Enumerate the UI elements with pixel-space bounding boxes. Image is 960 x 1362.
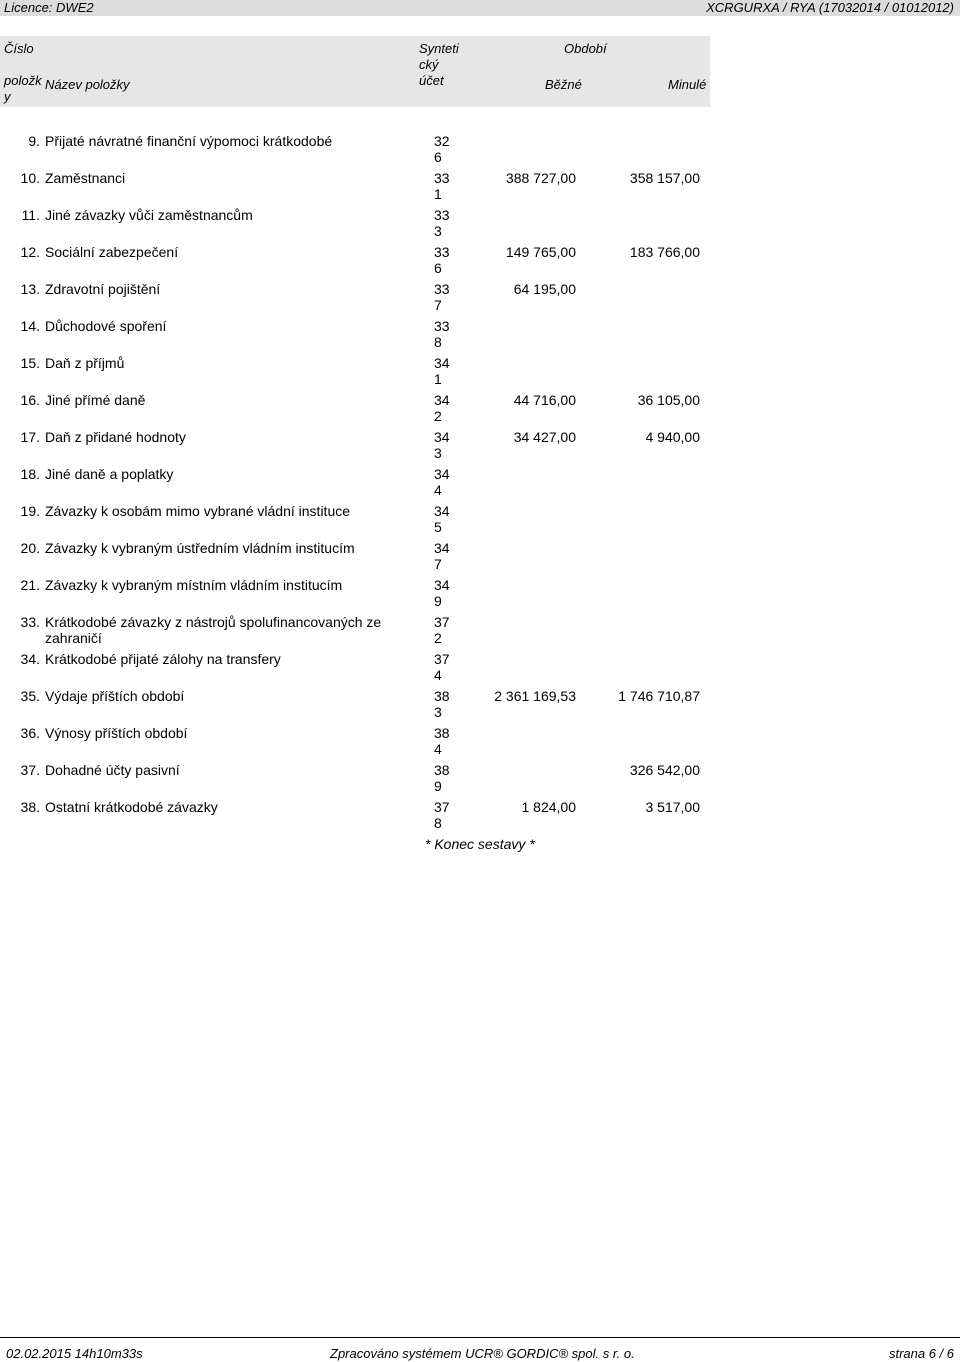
synthetic-account: 384 xyxy=(434,725,450,757)
item-number: 17. xyxy=(20,429,40,445)
item-name: Krátkodobé závazky z nástrojů spolufinancovaných ze zahraničí xyxy=(45,614,382,646)
synthetic-account: 347 xyxy=(434,540,450,572)
page-footer xyxy=(0,1337,960,1362)
item-name: Sociální zabezpečení xyxy=(45,244,179,260)
item-name: Přijaté návratné finanční výpomoci krátkodobé xyxy=(45,133,333,149)
synthetic-account: 342 xyxy=(434,392,450,424)
synthetic-account: 372 xyxy=(434,614,450,646)
item-number: 15. xyxy=(20,355,40,371)
synthetic-account: 344 xyxy=(434,466,450,498)
previous-period-value: 36 105,00 xyxy=(637,392,700,408)
current-period-value: 149 765,00 xyxy=(505,244,576,260)
synthetic-account: 331 xyxy=(434,170,450,202)
item-name: Dohadné účty pasivní xyxy=(45,762,180,778)
item-number: 16. xyxy=(20,392,40,408)
synthetic-account: 378 xyxy=(434,799,450,831)
footer-processed-by: Zpracováno systémem UCR® GORDIC® spol. s r. o. xyxy=(330,1346,635,1361)
table-row xyxy=(0,133,710,170)
item-name: Jiné daně a poplatky xyxy=(45,466,174,482)
item-name: Výnosy příštích období xyxy=(45,725,188,741)
item-name: Závazky k osobám mimo vybrané vládní instituce xyxy=(45,503,351,519)
col-header-period: Období xyxy=(564,41,607,56)
table-row xyxy=(0,281,710,318)
synthetic-account: 374 xyxy=(434,651,450,683)
item-number: 20. xyxy=(20,540,40,556)
report-top-bar xyxy=(0,0,960,16)
item-number: 9. xyxy=(28,133,40,149)
item-number: 19. xyxy=(20,503,40,519)
table-row xyxy=(0,651,710,688)
table-row xyxy=(0,577,710,614)
item-number: 11. xyxy=(21,207,40,223)
item-name: Důchodové spoření xyxy=(45,318,167,334)
table-row xyxy=(0,207,710,244)
col-header-name: Název položky xyxy=(45,77,130,92)
col-header-account: Synteti cký účet xyxy=(419,41,459,88)
synthetic-account: 337 xyxy=(434,281,450,313)
previous-period-value: 4 940,00 xyxy=(645,429,700,445)
item-number: 13. xyxy=(20,281,40,297)
item-number: 12. xyxy=(20,244,40,260)
previous-period-value: 326 542,00 xyxy=(629,762,700,778)
synthetic-account: 343 xyxy=(434,429,450,461)
item-name: Závazky k vybraným ústředním vládním institucím xyxy=(45,540,355,556)
synthetic-account: 336 xyxy=(434,244,450,276)
synthetic-account: 345 xyxy=(434,503,450,535)
table-row xyxy=(0,392,710,429)
item-number: 14. xyxy=(20,318,40,334)
previous-period-value: 183 766,00 xyxy=(629,244,700,260)
current-period-value: 34 427,00 xyxy=(513,429,576,445)
col-header-number-text: Číslo položk y xyxy=(4,41,44,103)
licence-label: Licence: DWE2 xyxy=(4,0,94,15)
item-number: 18. xyxy=(20,466,40,482)
synthetic-account: 383 xyxy=(434,688,450,720)
item-number: 36. xyxy=(20,725,40,741)
footer-datetime: 02.02.2015 14h10m33s xyxy=(6,1346,143,1361)
table-row xyxy=(0,762,710,799)
table-row xyxy=(0,244,710,281)
item-name: Krátkodobé přijaté zálohy na transfery xyxy=(45,651,281,667)
synthetic-account: 338 xyxy=(434,318,450,350)
table-row xyxy=(0,429,710,466)
table-row xyxy=(0,688,710,725)
synthetic-account: 333 xyxy=(434,207,450,239)
item-number: 37. xyxy=(20,762,40,778)
item-number: 21. xyxy=(20,577,40,593)
synthetic-account: 389 xyxy=(434,762,450,794)
synthetic-account: 341 xyxy=(434,355,450,387)
item-name: Výdaje příštích období xyxy=(45,688,185,704)
item-number: 33. xyxy=(20,614,40,630)
synthetic-account: 326 xyxy=(434,133,450,165)
item-name: Zdravotní pojištění xyxy=(45,281,161,297)
current-period-value: 44 716,00 xyxy=(513,392,576,408)
current-period-value: 1 824,00 xyxy=(521,799,576,815)
item-number: 34. xyxy=(20,651,40,667)
table-header xyxy=(0,36,710,107)
item-number: 38. xyxy=(20,799,40,815)
table-row xyxy=(0,503,710,540)
previous-period-value: 3 517,00 xyxy=(645,799,700,815)
item-name: Ostatní krátkodobé závazky xyxy=(45,799,218,815)
table-row xyxy=(0,540,710,577)
table-row xyxy=(0,355,710,392)
item-number: 35. xyxy=(20,688,40,704)
table-row xyxy=(0,725,710,762)
item-number: 10. xyxy=(20,170,40,186)
item-name: Daň z příjmů xyxy=(45,355,125,371)
table-row xyxy=(0,799,710,836)
col-header-current: Běžné xyxy=(545,77,582,92)
item-name: Jiné přímé daně xyxy=(45,392,146,408)
table-row xyxy=(0,318,710,355)
table-row xyxy=(0,170,710,207)
previous-period-value: 358 157,00 xyxy=(629,170,700,186)
previous-period-value: 1 746 710,87 xyxy=(618,688,700,704)
item-name: Daň z přidané hodnoty xyxy=(45,429,186,445)
item-name: Závazky k vybraným místním vládním institucím xyxy=(45,577,343,593)
footer-page-number: strana 6 / 6 xyxy=(888,1346,954,1361)
end-of-report: * Konec sestavy * xyxy=(425,836,535,852)
current-period-value: 2 361 169,53 xyxy=(494,688,576,704)
item-name: Jiné závazky vůči zaměstnancům xyxy=(45,207,253,223)
col-header-previous: Minulé xyxy=(668,77,707,92)
current-period-value: 388 727,00 xyxy=(505,170,576,186)
report-id-label: XCRGURXA / RYA (17032014 / 01012012) xyxy=(706,0,954,15)
table-row xyxy=(0,466,710,503)
synthetic-account: 349 xyxy=(434,577,450,609)
item-name: Zaměstnanci xyxy=(45,170,126,186)
table-row xyxy=(0,614,710,651)
current-period-value: 64 195,00 xyxy=(513,281,576,297)
